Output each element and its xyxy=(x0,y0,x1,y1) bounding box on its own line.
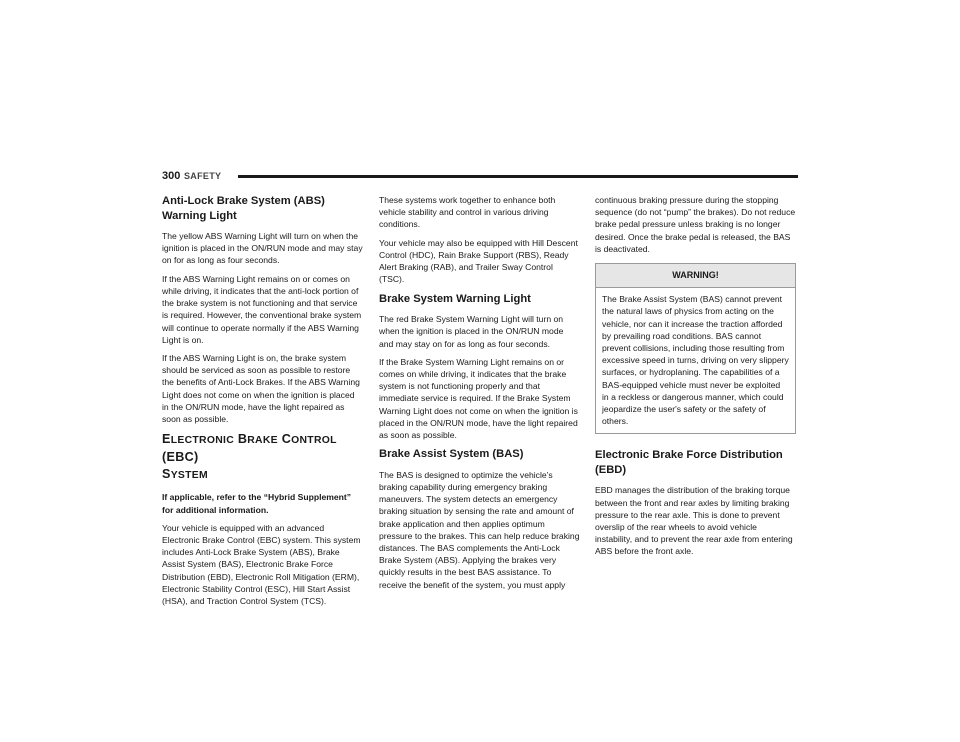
ebc-heading-cap-3: C xyxy=(281,432,292,447)
column-3 xyxy=(595,194,796,564)
ebc-hybrid-note: If applicable, refer to the “Hybrid Supplement” for additional information. xyxy=(162,492,352,515)
ebd-heading: Electronic Brake Force Distribution (EBD) xyxy=(595,449,783,476)
abs-warning-heading: Anti-Lock Brake System (ABS) Warning Light xyxy=(162,195,325,222)
header-rule xyxy=(238,175,798,178)
ebc-heading xyxy=(162,431,363,484)
brake-system-paragraph-1: The red Brake System Warning Light will turn on when the ignition is placed in the ON/RUN mode and may stay on for as long as four seconds. xyxy=(379,314,564,349)
warning-title: WARNING! xyxy=(596,264,795,288)
ebc-heading-rest-4: YSTEM xyxy=(170,470,208,482)
ebc-heading-rest-3: ONTROL xyxy=(291,435,337,447)
brake-system-warning-heading: Brake System Warning Light xyxy=(379,292,531,305)
ebc-heading-cap-4: S xyxy=(162,467,171,482)
warning-text: The Brake Assist System (BAS) cannot prevent the natural laws of physics from acting on the vehicle, nor can it increase the traction afforded by prevailing road conditions. BAS cannot prevent collisions, including those resulting from excessive speed in turns, driving on very slippery surfaces, or hydroplaning. The capabilities of a BAS-equipped vehicle must never be exploited in a reckless or dangerous manner, which could jeopardize the user's safety or the safety of others. xyxy=(602,294,789,427)
ebc-heading-cap-2: B xyxy=(237,432,248,447)
page-header xyxy=(162,170,798,184)
bas-paragraph-2: continuous braking pressure during the stopping sequence (do not “pump” the brakes). Do not reduce brake pedal pressure unless braking is no longer desired. Once the brake pedal is released, the BAS is deactivated. xyxy=(595,195,796,254)
brake-system-paragraph-2: If the Brake System Warning Light remains on or comes on while driving, it indicates that the brake system is not functioning properly and that immediate service is required. If the Brake System Warning Light does not come on when the ignition is placed in the ON/RUN mode, have the light repaired as soon as possible. xyxy=(379,356,578,441)
ebc-heading-rest-2: RAKE xyxy=(247,435,278,447)
bas-paragraph-1: The BAS is designed to optimize the vehicle’s braking capability during emergency braking maneuvers. The system detects an emergency braking situation by sensing the rate and amount of brake application and then applies optimum pressure to the brakes. This can help reduce braking distances. The BAS complements the Anti-Lock Brake System (ABS). Applying the brakes very quickly results in the best BAS assistance. To receive the benefit of the system, you must apply xyxy=(379,469,580,590)
page-number: 300 xyxy=(162,170,181,182)
ebd-paragraph-1: EBD manages the distribution of the braking torque between the front and rear axles by limiting braking pressure to the rear axle. This is done to prevent overslip of the rear wheels to avoid vehicle instability, and to prevent the rear axle from entering ABS before the front axle. xyxy=(595,485,793,557)
abs-paragraph-2: If the ABS Warning Light remains on or comes on while driving, it indicates that the anti-lock portion of the brake system is not functioning and that service is required. However, the conventional brake system will continue to operate normally if the ABS Warning Light is on. xyxy=(162,273,362,345)
ebc-paragraph-3: Your vehicle may also be equipped with Hill Descent Control (HDC), Rain Brake Support (RBS), Ready Alert Braking (RAB), and Trailer Sway Control (TSC). xyxy=(379,237,578,285)
ebc-paragraph-1: Your vehicle is equipped with an advanced Electronic Brake Control (EBC) system. This system includes Anti-Lock Brake System (ABS), Brake Assist System (BAS), Electronic Brake Force Distribution (EBD), Electronic Roll Mitigation (ERM), Electronic Stability Control (ESC), Hill Start Assist (HSA), and Traction Control System (TCS). xyxy=(162,522,361,607)
ebc-heading-rest-1: LECTRONIC xyxy=(170,435,235,447)
column-1 xyxy=(162,194,363,613)
ebc-heading-abbr: (EBC) xyxy=(162,450,199,465)
ebc-heading-cap-1: E xyxy=(162,432,171,447)
abs-paragraph-3: If the ABS Warning Light is on, the brake system should be serviced as soon as possible to restore the benefits of Anti-Lock Brakes. If the ABS Warning Light does not come on when the ignition is placed in the ON/RUN mode, have the light repaired as soon as possible. xyxy=(162,353,360,425)
section-name: SAFETY xyxy=(184,171,222,181)
bas-heading: Brake Assist System (BAS) xyxy=(379,448,524,461)
ebc-paragraph-2: These systems work together to enhance both vehicle stability and control in various driving conditions. xyxy=(379,195,556,230)
warning-box xyxy=(595,263,796,434)
column-2 xyxy=(379,194,580,597)
abs-paragraph-1: The yellow ABS Warning Light will turn on when the ignition is placed in the ON/RUN mode and may stay on for as long as four seconds. xyxy=(162,231,363,266)
